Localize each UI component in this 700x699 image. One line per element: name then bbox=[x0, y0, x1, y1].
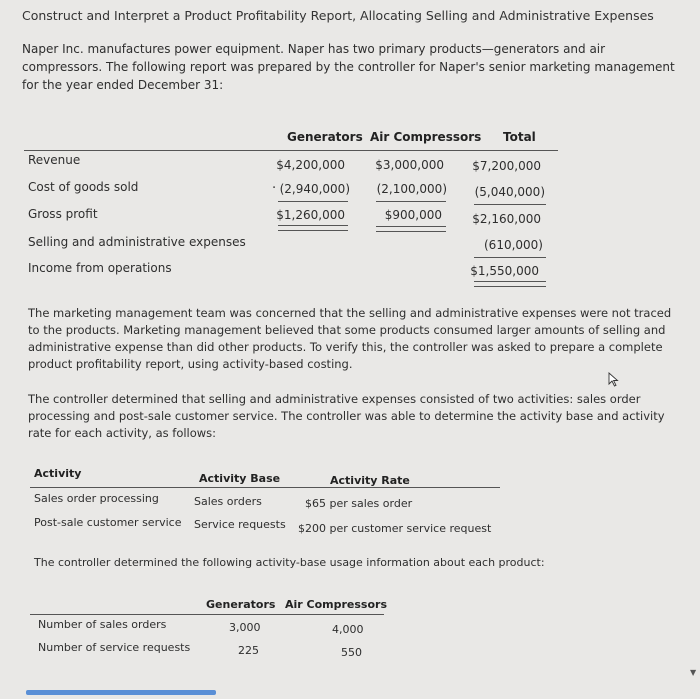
report-cell-generators: (2,940,000) bbox=[279, 182, 350, 196]
report-cell-total: $1,550,000 bbox=[470, 264, 539, 278]
report-row-label: Gross profit bbox=[28, 207, 98, 221]
subtotal-rule bbox=[474, 257, 546, 258]
report-cell-total: $2,160,000 bbox=[472, 212, 541, 226]
activity-cell-base: Sales orders bbox=[194, 495, 262, 508]
activity-cell-rate: $65 per sales order bbox=[305, 497, 413, 510]
subtotal-rule bbox=[474, 204, 546, 205]
scroll-down-icon[interactable]: ▼ bbox=[690, 668, 697, 677]
report-cell-generators: $1,260,000 bbox=[276, 208, 345, 222]
usage-header-generators: Generators bbox=[206, 598, 276, 611]
usage-row-label: Number of sales orders bbox=[38, 618, 167, 631]
activity-cell-rate: $200 per customer service request bbox=[298, 522, 492, 535]
subtotal-rule bbox=[376, 201, 446, 202]
activity-header-base: Activity Base bbox=[199, 472, 281, 485]
report-cell-air-compressors: $900,000 bbox=[384, 208, 442, 222]
report-cell-air-compressors: (2,100,000) bbox=[376, 182, 447, 196]
report-cell-total: (610,000) bbox=[484, 238, 543, 252]
activity-cell-name: Post-sale customer service bbox=[34, 516, 182, 529]
subtotal-rule bbox=[278, 201, 348, 202]
paragraph-activities: The controller determined that selling and administrative expenses consisted of two activities: sales order processing and post-sale customer service. The controller was able to determine the activity base and activity rate for each activity, as follows: bbox=[28, 392, 665, 440]
double-rule bbox=[474, 281, 546, 287]
progress-indicator bbox=[26, 690, 216, 695]
bullet-mark: · bbox=[272, 181, 277, 196]
usage-header-rule bbox=[30, 614, 384, 615]
usage-cell-generators: 3,000 bbox=[229, 621, 261, 634]
paragraph-usage-intro: The controller determined the following activity-base usage information about each product: bbox=[34, 556, 545, 569]
usage-cell-air-compressors: 4,000 bbox=[332, 623, 364, 636]
report-row-label: Selling and administrative expenses bbox=[28, 235, 246, 249]
report-cell-generators: $4,200,000 bbox=[276, 158, 345, 172]
page-title: Construct and Interpret a Product Profitability Report, Allocating Selling and Administrative Expenses bbox=[22, 8, 654, 23]
activity-header-rate: Activity Rate bbox=[330, 474, 410, 487]
report-header-generators: Generators bbox=[287, 130, 363, 144]
activity-header-activity: Activity bbox=[34, 467, 82, 480]
report-row-label: Income from operations bbox=[28, 261, 172, 275]
activity-cell-name: Sales order processing bbox=[34, 492, 159, 505]
usage-row-label: Number of service requests bbox=[38, 641, 191, 654]
double-rule bbox=[376, 226, 446, 232]
activity-cell-base: Service requests bbox=[194, 518, 286, 531]
report-cell-total: $7,200,000 bbox=[472, 159, 541, 173]
usage-cell-generators: 225 bbox=[238, 644, 259, 657]
usage-header-air-compressors: Air Compressors bbox=[285, 598, 388, 611]
report-row-label: Cost of goods sold bbox=[28, 180, 139, 194]
paragraph-marketing-concern: The marketing management team was concerned that the selling and administrative expenses were not traced to the products. Marketing management believed that some products consumed larger amounts of selling and administrative expense than did other products. To verify this, the controller was asked to prepare a complete product profitability report, using activity-based costing. bbox=[28, 306, 672, 371]
report-row-label: Revenue bbox=[28, 153, 81, 167]
report-cell-air-compressors: $3,000,000 bbox=[375, 158, 444, 172]
report-header-rule bbox=[24, 150, 558, 151]
activity-header-rule bbox=[30, 487, 500, 488]
report-cell-total: (5,040,000) bbox=[474, 185, 545, 199]
double-rule bbox=[278, 225, 348, 231]
intro-paragraph: Naper Inc. manufactures power equipment. Naper has two primary products—generators and air compressors. The following report was prepared by the controller for Naper's senior marketing management for the year ended December 31: bbox=[22, 42, 675, 92]
mouse-cursor-icon bbox=[608, 372, 620, 388]
report-header-air-compressors: Air Compressors bbox=[370, 130, 482, 144]
report-header-total: Total bbox=[503, 130, 536, 144]
usage-cell-air-compressors: 550 bbox=[341, 646, 362, 659]
